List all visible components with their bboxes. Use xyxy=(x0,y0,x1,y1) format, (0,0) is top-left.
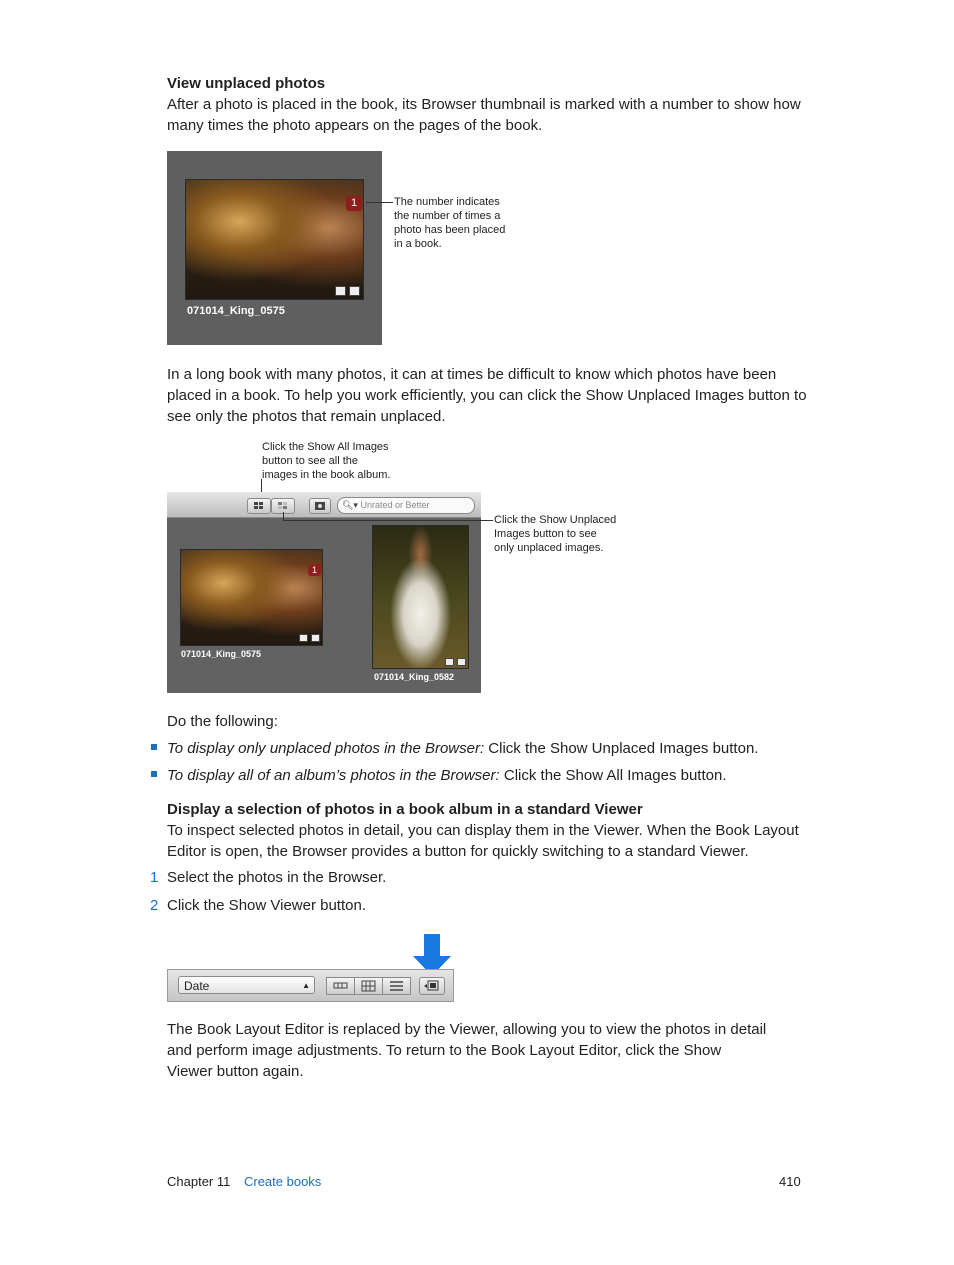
thumbnail-filename-2: 071014_King_0582 xyxy=(374,672,455,682)
grid-view-icon xyxy=(355,978,382,994)
show-viewer-button[interactable] xyxy=(419,977,445,995)
footer-chapter xyxy=(167,1174,321,1189)
magnifier-icon xyxy=(310,499,330,513)
paragraph-long-book: In a long book with many photos, it can at times be difficult to know which photos have been placed in a book. To help you work efficiently, you can click the Show Unplaced Images button to see only the photos that remain unplaced. xyxy=(167,366,807,425)
list-view-icon xyxy=(383,978,410,994)
callout-leader-line xyxy=(366,202,393,203)
section-heading-unplaced: View unplaced photos xyxy=(167,75,326,92)
grid-view-button[interactable] xyxy=(354,977,383,995)
thumbnail-status-icons xyxy=(335,286,360,296)
filmstrip-view-button[interactable] xyxy=(326,977,355,995)
callout-leader-line-right-v xyxy=(283,512,284,520)
adjustment-icon xyxy=(299,634,308,642)
paragraph-unplaced-intro: After a photo is placed in the book, its Browser thumbnail is marked with a number to show how many times the photo appears on the pages of the book. xyxy=(167,96,801,134)
sort-select-value: Date xyxy=(184,979,210,993)
bullet-marker-1 xyxy=(151,744,157,750)
callout-show-all-images: Click the Show All Images button to see all the images in the book album. xyxy=(262,441,391,481)
wedding-couple-photo xyxy=(185,179,364,300)
thumbnail-filename-1: 071014_King_0575 xyxy=(181,649,262,659)
wedding-couple-thumbnail[interactable] xyxy=(180,549,323,646)
filmstrip-icon xyxy=(327,978,354,994)
search-placeholder: Unrated or Better xyxy=(360,500,430,510)
browser-toolbar xyxy=(167,492,481,518)
bride-thumbnail[interactable] xyxy=(372,525,469,669)
placement-count-badge-small: 1 xyxy=(308,564,321,576)
footer-page-number: 410 xyxy=(779,1174,801,1189)
bullet-item-2: To display all of an album’s photos in the Browser: Click the Show All Images button. xyxy=(167,767,727,784)
adjustment-icon xyxy=(445,658,454,666)
step-text-2: Click the Show Viewer button. xyxy=(167,897,366,914)
section-heading-viewer: Display a selection of photos in a book album in a standard Viewer xyxy=(167,801,643,818)
paragraph-viewer-result: The Book Layout Editor is replaced by the Viewer, allowing you to view the photos in detail and perform image adjustments. To return to the Book Layout Editor, click the Show Viewer button again. xyxy=(167,1021,767,1080)
placement-count-badge: 1 xyxy=(346,196,362,211)
footer-chapter-number: Chapter 11 xyxy=(167,1174,231,1189)
show-all-images-button[interactable] xyxy=(247,498,271,514)
callout-show-unplaced-images: Click the Show Unplaced Images button to see only unplaced images. xyxy=(494,514,617,554)
browser-toolbar-screenshot xyxy=(167,969,454,1002)
bullet-marker-2 xyxy=(151,771,157,777)
filter-hud-button[interactable] xyxy=(309,498,331,514)
thumbnail-status-icons-bride xyxy=(445,658,466,666)
step-text-1: Select the photos in the Browser. xyxy=(167,869,387,886)
list-view-button[interactable] xyxy=(382,977,411,995)
adjustment-icon xyxy=(335,286,346,296)
browser-thumbnail-screenshot xyxy=(167,151,382,345)
thumbnail-status-icons-small xyxy=(299,634,320,642)
bullet-item-1: To display only unplaced photos in the Browser: Click the Show Unplaced Images button. xyxy=(167,740,759,757)
paragraph-viewer-intro: To inspect selected photos in detail, you can display them in the Viewer. When the Book Layout Editor is open, the Browser provides a button for quickly switching to a standard Viewer. xyxy=(167,822,799,860)
book-icon xyxy=(311,634,320,642)
footer-chapter-link[interactable]: Create books xyxy=(243,1174,322,1189)
book-icon xyxy=(457,658,466,666)
unplaced-grid-icon xyxy=(272,499,294,513)
browser-unplaced-screenshot xyxy=(167,492,481,693)
step-number-1: 1 xyxy=(150,869,159,886)
do-following-text: Do the following: xyxy=(167,713,278,730)
book-icon xyxy=(349,286,360,296)
grid-icon xyxy=(248,499,270,513)
viewer-icon xyxy=(420,978,444,994)
step-number-2: 2 xyxy=(150,897,159,914)
updown-chevron-icon: ▲ xyxy=(302,981,310,990)
sort-select[interactable] xyxy=(178,976,315,994)
callout-leader-line-right-h xyxy=(283,520,493,521)
rating-search-field[interactable] xyxy=(337,497,475,514)
thumbnail-filename: 071014_King_0575 xyxy=(187,305,285,317)
callout-badge-explanation: The number indicates the number of times a photo has been placed in a book. xyxy=(394,196,506,250)
search-icon: 🔍︎▾ xyxy=(342,500,358,510)
